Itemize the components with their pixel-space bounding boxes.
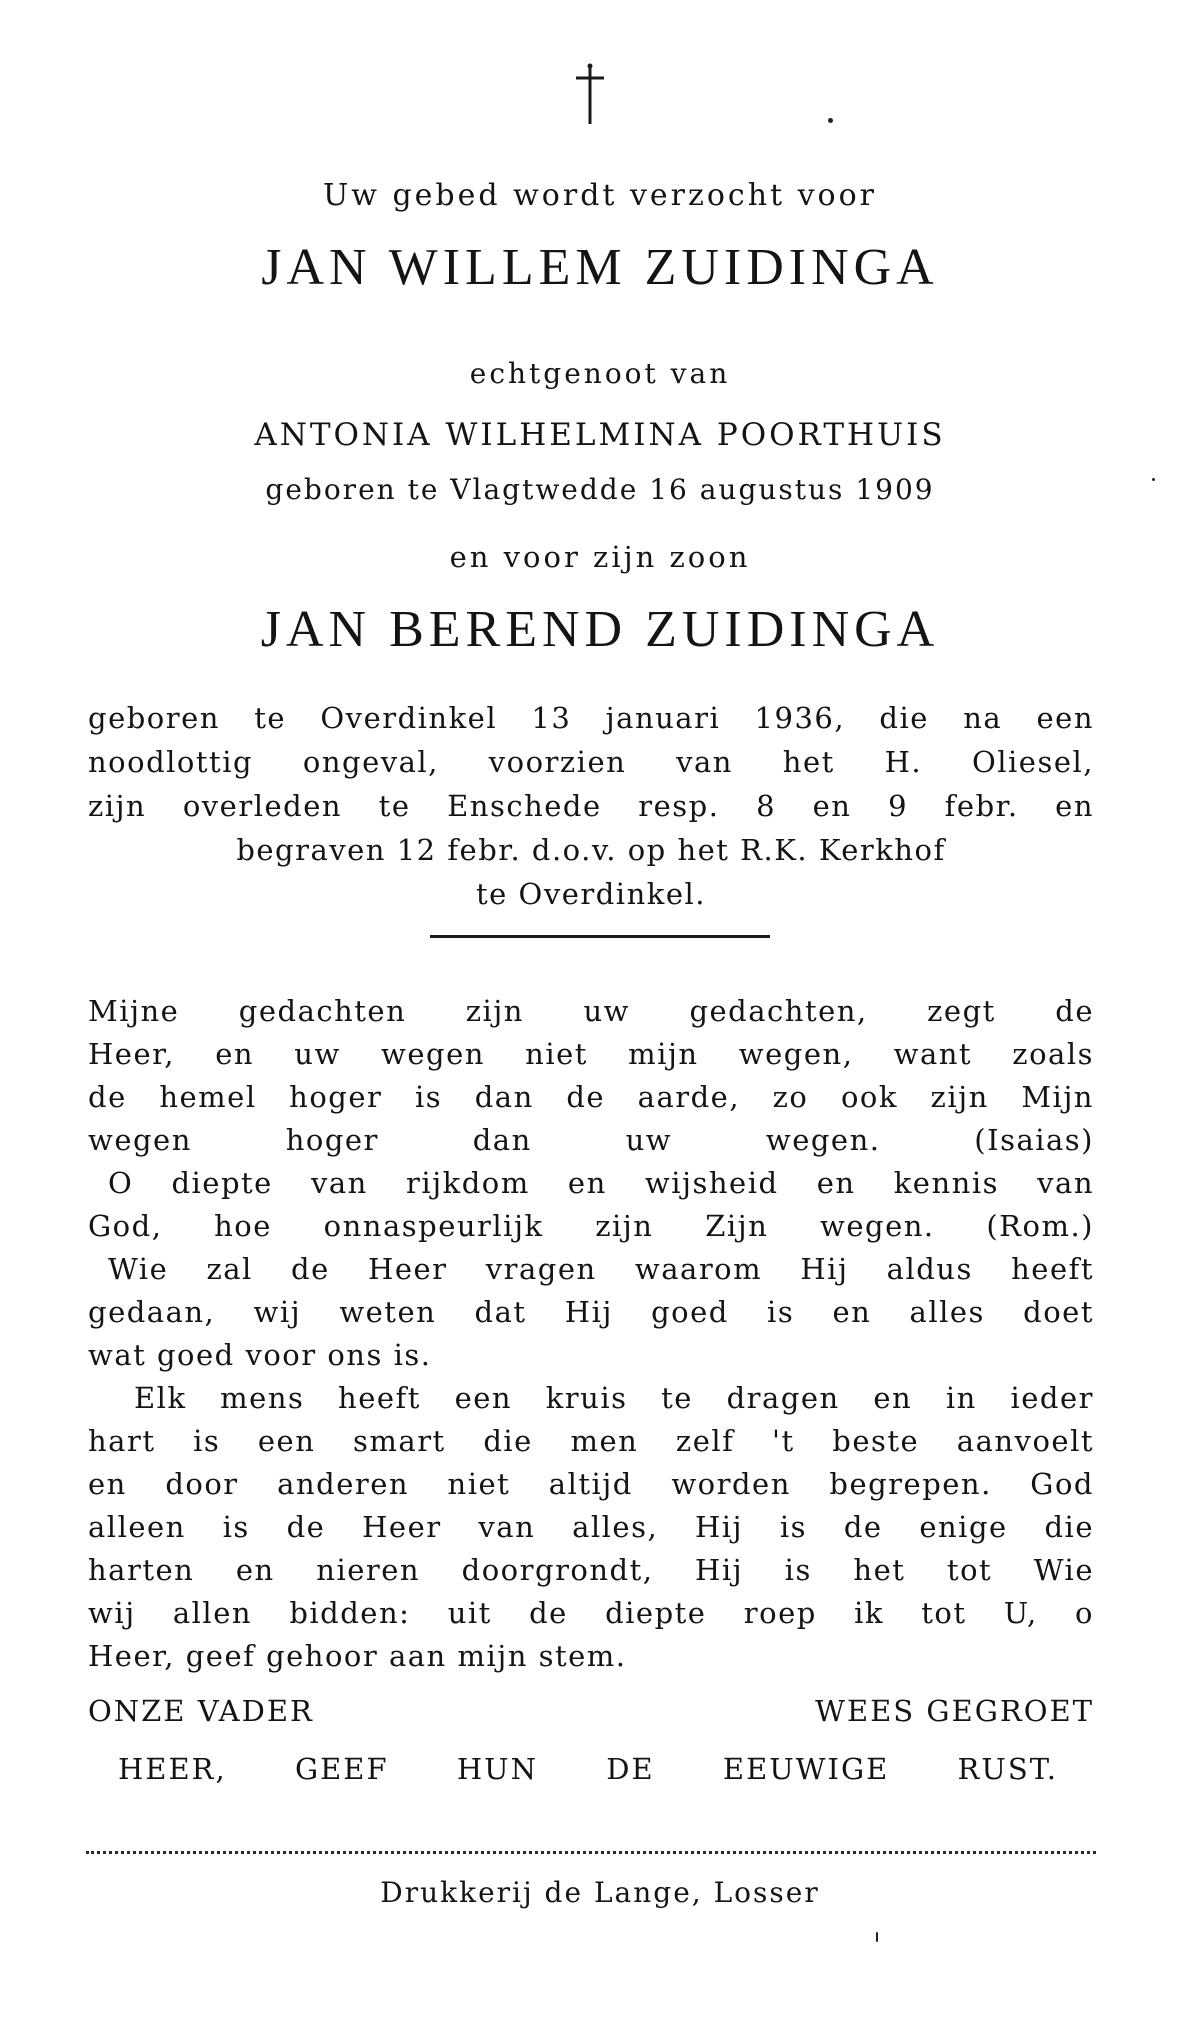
prayer-wees-gegroet: WEES GEGROET — [815, 1694, 1094, 1728]
spouse-label: echtgenoot van — [469, 357, 731, 390]
verse-line: alleen is de Heer van alles, Hij is de enige die — [88, 1510, 1094, 1544]
verse-line: gedaan, wij weten dat Hij goed is en alles doet — [88, 1295, 1094, 1329]
verse-line: wegen hoger dan uw wegen. (Isaias) — [88, 1123, 1094, 1157]
closing-prayer: HEER, GEEF HUN DE EEUWIGE RUST. — [118, 1752, 1058, 1786]
verse-line: Heer, geef gehoor aan mijn stem. — [88, 1639, 627, 1673]
verse-line: hart is een smart die men zelf 't beste aanvoelt — [88, 1424, 1094, 1458]
details-line: geboren te Overdinkel 13 januari 1936, die na een — [88, 701, 1094, 735]
verse-line: Wie zal de Heer vragen waarom Hij aldus heeft — [108, 1252, 1094, 1286]
details-line: noodlottig ongeval, voorzien van het H. Oliesel, — [88, 745, 1094, 779]
printer-credit: Drukkerij de Lange, Losser — [380, 1876, 820, 1909]
divider — [430, 935, 770, 938]
spouse-name: ANTONIA WILHELMINA POORTHUIS — [254, 417, 946, 453]
son-name: JAN BEREND ZUIDINGA — [260, 601, 940, 658]
dotted-separator — [86, 1851, 1096, 1854]
intro-text: Uw gebed wordt verzocht voor — [322, 178, 878, 213]
verse-line: God, hoe onnaspeurlijk zijn Zijn wegen. (Rom.) — [88, 1209, 1094, 1243]
prayer-onze-vader: ONZE VADER — [88, 1694, 314, 1728]
verse-line: de hemel hoger is dan de aarde, zo ook zijn Mijn — [88, 1080, 1094, 1114]
son-label: en voor zijn zoon — [449, 540, 751, 574]
cross-icon — [570, 62, 610, 126]
details-line: zijn overleden te Enschede resp. 8 en 9 febr. en — [88, 789, 1094, 823]
verse-line: Heer, en uw wegen niet mijn wegen, want zoals — [88, 1037, 1094, 1071]
deceased-name: JAN WILLEM ZUIDINGA — [261, 239, 939, 296]
verse-line: Mijne gedachten zijn uw gedachten, zegt de — [88, 994, 1094, 1028]
details-line: begraven 12 febr. d.o.v. op het R.K. Kerkhof — [236, 833, 946, 867]
details-line: te Overdinkel. — [476, 877, 706, 911]
verse-line: wat goed voor ons is. — [88, 1338, 432, 1372]
verse-line: en door anderen niet altijd worden begrepen. God — [88, 1467, 1094, 1501]
verse-line: O diepte van rijkdom en wijsheid en kennis van — [108, 1166, 1094, 1200]
ink-speck — [876, 1932, 878, 1942]
birth-line: geboren te Vlagtwedde 16 augustus 1909 — [265, 473, 935, 506]
verse-line: harten en nieren doorgrondt, Hij is het tot Wie — [88, 1553, 1094, 1587]
ink-speck — [828, 118, 833, 123]
verse-line: Elk mens heeft een kruis te dragen en in ieder — [134, 1381, 1094, 1415]
verse-line: wij allen bidden: uit de diepte roep ik tot U, o — [88, 1596, 1094, 1630]
